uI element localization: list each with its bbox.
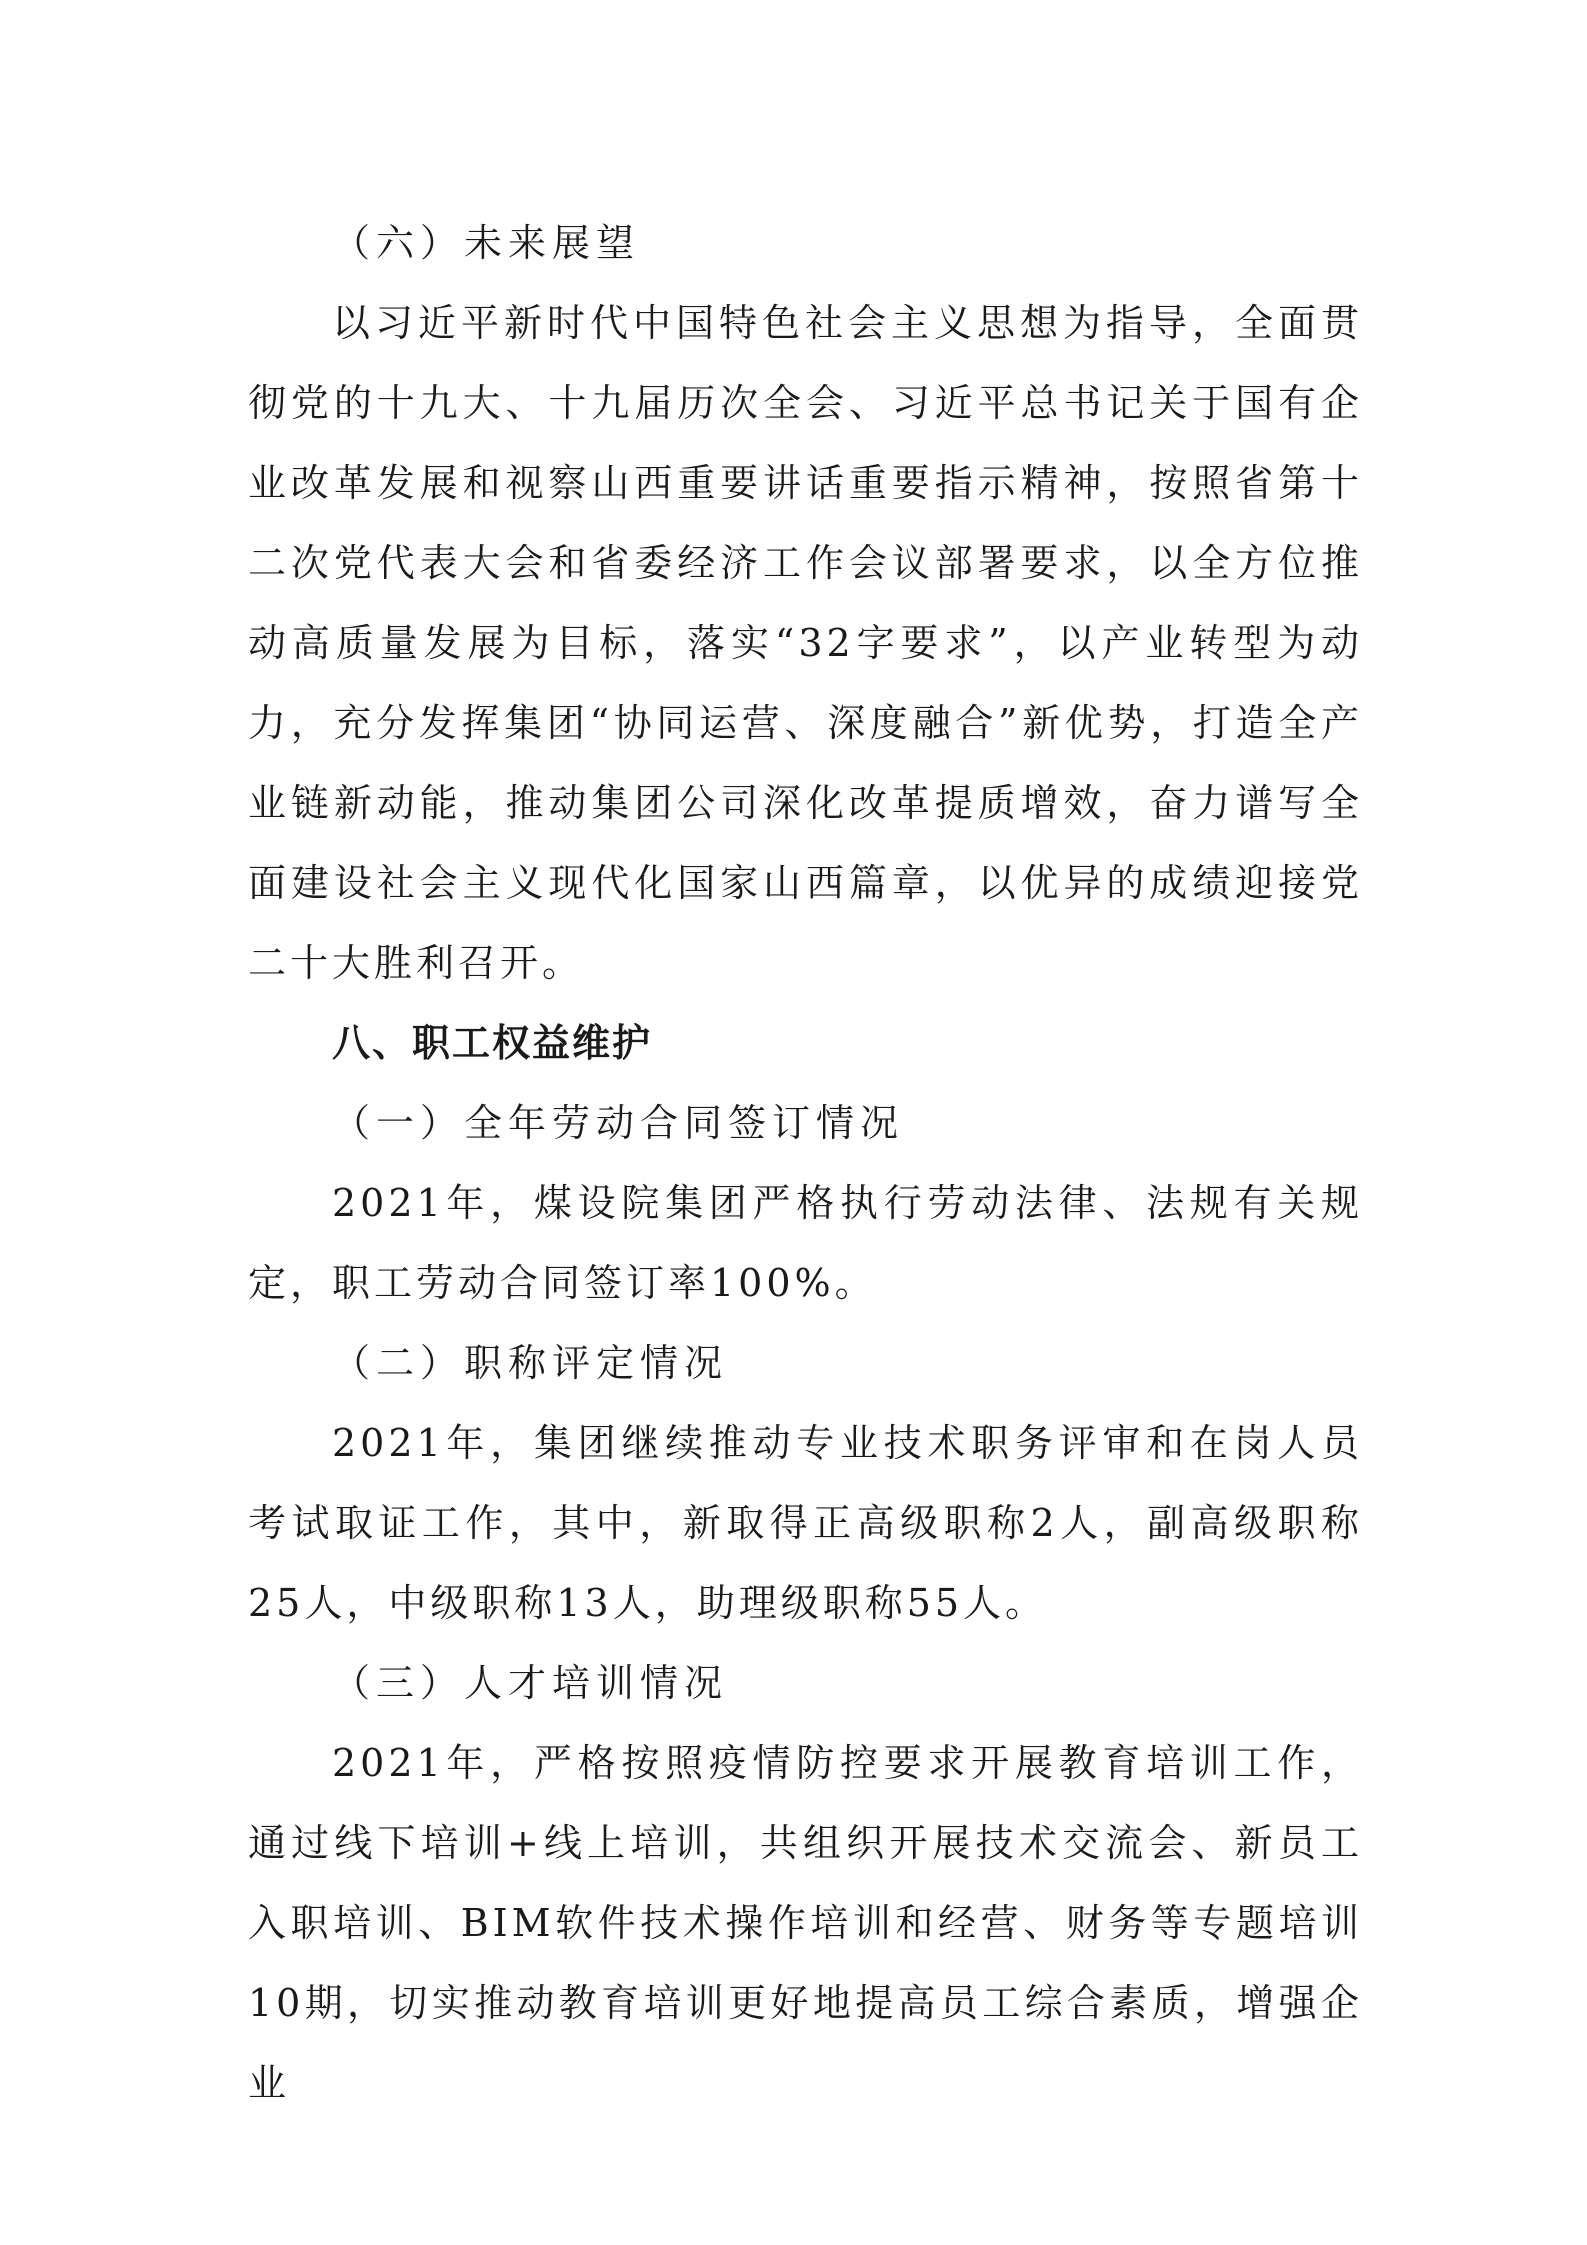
section-heading-future-outlook: （六）未来展望 (332, 221, 641, 265)
paragraph-title-evaluation: 2021年，集团继续推动专业技术职务评审和在岗人员考试取证工作，其中，新取得正高级职称2人，副高级职称25人，中级职称13人，助理级职称55人。 (248, 1421, 1363, 1625)
paragraph-labor-contracts: 2021年，煤设院集团严格执行劳动法律、法规有关规定，职工劳动合同签订率100%。 (248, 1181, 1363, 1305)
section-heading-talent-training: （三）人才培训情况 (332, 1661, 729, 1705)
section-heading-labor-contracts: （一）全年劳动合同签订情况 (332, 1101, 905, 1145)
paragraph-future-outlook: 以习近平新时代中国特色社会主义思想为指导，全面贯彻党的十九大、十九届历次全会、习近平总书记关于国有企业改革发展和视察山西重要讲话重要指示精神，按照省第十二次党代表大会和省委经济工作会议部署要求，以全方位推动高质量发展为目标，落实“32字要求”，以产业转型为动力，充分发挥集团“协同运营、深度融合”新优势，打造全产业链新动能，推动集团公司深化改革提质增效，奋力谱写全面建设社会主义现代化国家山西篇章，以优异的成绩迎接党二十大胜利召开。 (248, 301, 1363, 985)
section-heading-title-evaluation: （二）职称评定情况 (332, 1341, 729, 1385)
chapter-heading-employee-rights: 八、职工权益维护 (332, 1021, 653, 1065)
paragraph-talent-training: 2021年，严格按照疫情防控要求开展教育培训工作，通过线下培训+线上培训，共组织开展技术交流会、新员工入职培训、BIM软件技术操作培训和经营、财务等专题培训10期，切实推动教育培训更好地提高员工综合素质，增强企业 (248, 1741, 1363, 2105)
